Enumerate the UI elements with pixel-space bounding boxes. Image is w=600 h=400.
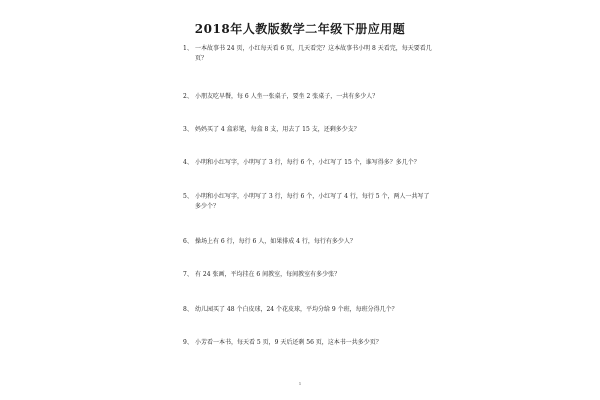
question-1 — [183, 44, 433, 64]
question-text: 妈妈买了 4 盒彩笔，每盒 8 支，用去了 15 支，还剩多少支？ — [195, 126, 360, 133]
question-text: 小明和小红写字，小明写了 3 行，每行 6 个，小红写了 15 个，谁写得多？多几个？ — [195, 159, 420, 166]
question-number: 6、 — [183, 238, 193, 245]
question-2 — [183, 92, 433, 102]
question-number: 4、 — [183, 159, 193, 166]
question-text: 一本故事书 24 页，小红每天看 6 页，几天看完？这本故事书小明 8 天看完，每天要看几页？ — [195, 45, 432, 62]
question-9 — [183, 338, 433, 348]
question-text: 幼儿园买了 48 个白皮球，24 个花皮球，平均分给 9 个班，每班分得几个？ — [195, 306, 398, 313]
question-text: 小朋友吃早餐，每 6 人坐一张桌子，要坐 2 张桌子，一共有多少人？ — [195, 93, 379, 100]
question-8 — [183, 305, 433, 315]
document-title: 2018年人教版数学二年级下册应用题 — [194, 22, 406, 36]
question-4 — [183, 158, 433, 168]
question-3 — [183, 125, 433, 135]
question-number: 3、 — [183, 126, 193, 133]
question-text: 小明和小红写字，小明写了 3 行，每行 6 个，小红写了 4 行，每行 5 个，两人一共写了多少个？ — [195, 193, 430, 210]
question-5 — [183, 192, 433, 212]
question-number: 5、 — [183, 193, 193, 200]
question-7 — [183, 270, 433, 280]
question-6 — [183, 237, 433, 247]
question-text: 小芳看一本书，每天看 5 页，9 天后还剩 56 页，这本书一共多少页？ — [195, 339, 382, 346]
question-text: 有 24 张画，平均挂在 6 间教室，每间教室有多少张？ — [195, 271, 341, 278]
question-number: 9、 — [183, 339, 193, 346]
question-number: 1、 — [183, 45, 193, 52]
question-number: 2、 — [183, 93, 193, 100]
page-number: 1 — [298, 381, 302, 386]
question-number: 8、 — [183, 306, 193, 313]
question-number: 7、 — [183, 271, 193, 278]
question-text: 操场上有 6 行，每行 6 人，如果排成 4 行，每行有多少人？ — [195, 238, 356, 245]
